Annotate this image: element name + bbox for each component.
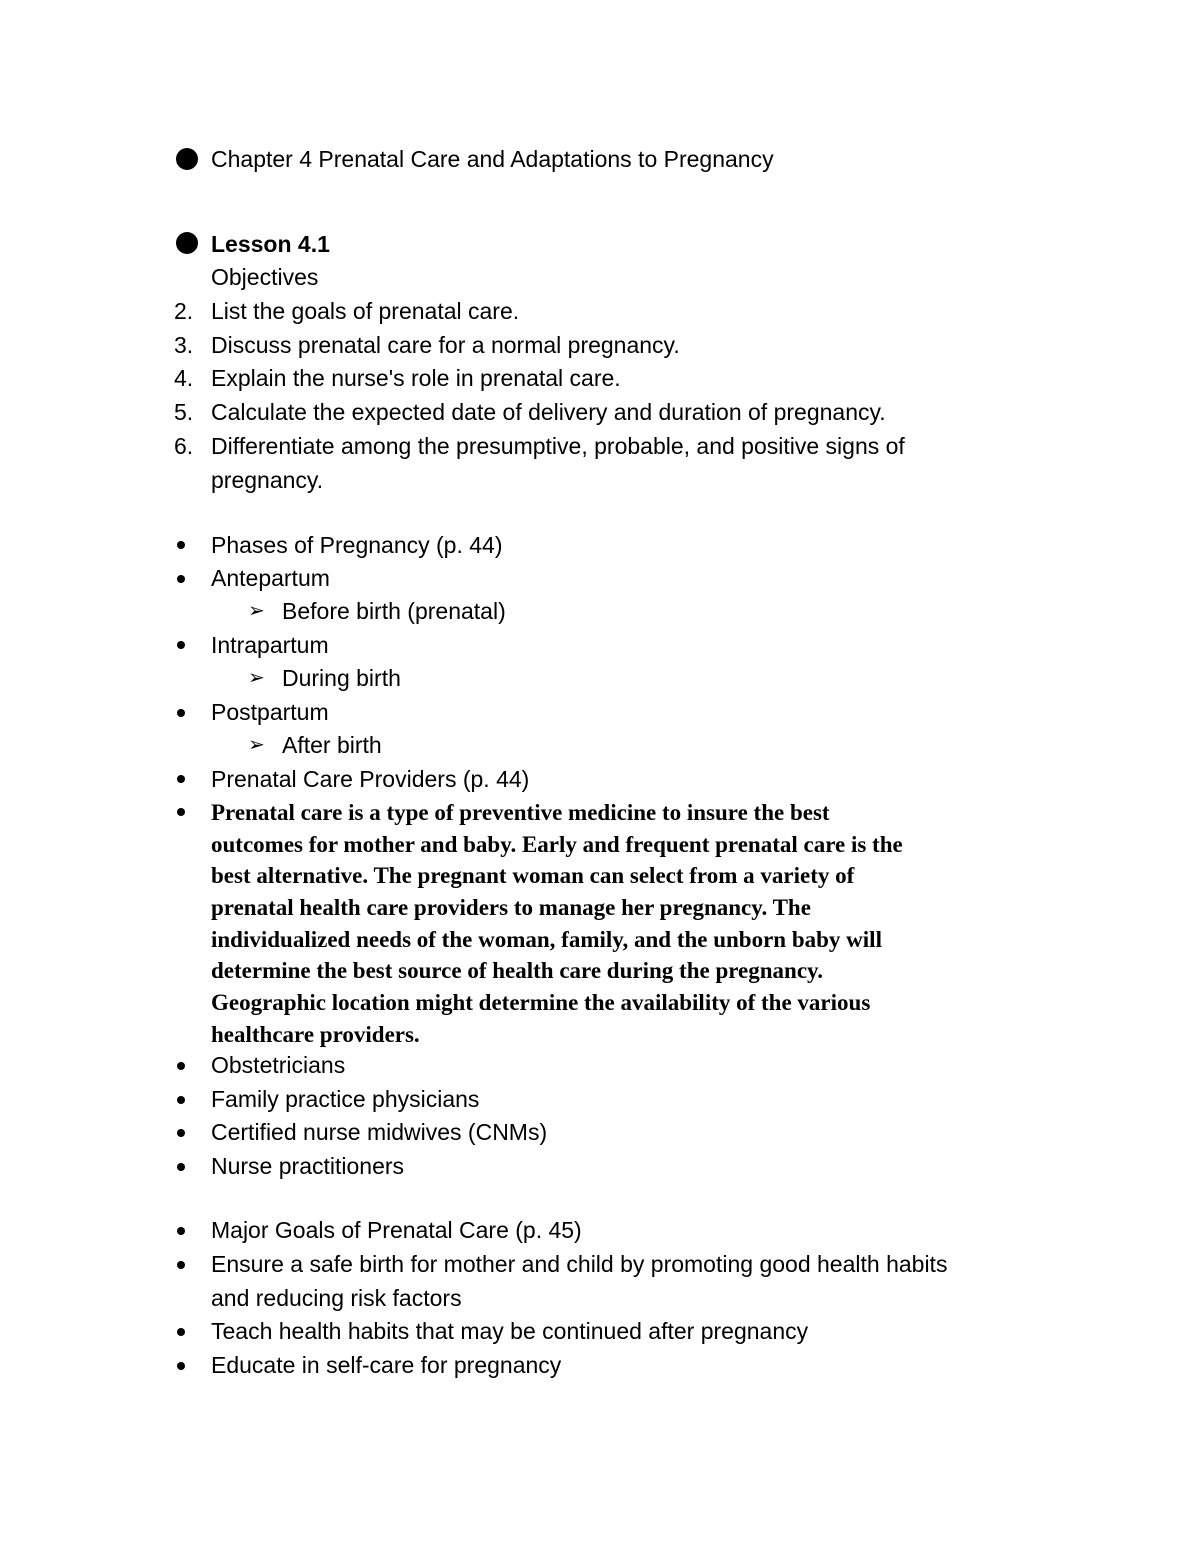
bullet-icon [177, 1261, 185, 1269]
goal-item: Ensure a safe birth for mother and child by promoting good health habits [211, 1251, 948, 1277]
bullet-icon [177, 1328, 185, 1336]
phase-antepartum: Antepartum [211, 565, 330, 591]
bullet-icon [177, 1227, 185, 1235]
objective-item-continuation: pregnancy. [211, 467, 324, 493]
phase-intrapartum-detail: During birth [282, 665, 401, 691]
bullet-icon [177, 1129, 185, 1137]
objective-number: 2. [174, 298, 194, 324]
bullet-icon [177, 641, 185, 649]
provider-item: Certified nurse midwives (CNMs) [211, 1119, 548, 1145]
arrow-bullet-icon: ➢ [248, 667, 265, 689]
chapter-title: Chapter 4 Prenatal Care and Adaptations to Pregnancy [211, 146, 774, 172]
objective-number: 6. [174, 433, 194, 459]
phase-intrapartum: Intrapartum [211, 632, 329, 658]
providers-heading: Prenatal Care Providers (p. 44) [211, 766, 530, 792]
phase-postpartum-detail: After birth [282, 732, 382, 758]
provider-item: Nurse practitioners [211, 1153, 405, 1179]
goal-item: Educate in self-care for pregnancy [211, 1352, 562, 1378]
providers-paragraph-line: Geographic location might determine the availability of the various [211, 990, 871, 1015]
objective-number: 5. [174, 399, 194, 425]
phase-postpartum: Postpartum [211, 699, 329, 725]
lesson-title: Lesson 4.1 [211, 231, 330, 257]
objective-item: Explain the nurse's role in prenatal care. [211, 365, 621, 391]
providers-paragraph-line: best alternative. The pregnant woman can select from a variety of [211, 863, 855, 888]
bullet-icon [177, 709, 185, 717]
providers-paragraph-line: outcomes for mother and baby. Early and frequent prenatal care is the [211, 832, 903, 857]
provider-item: Family practice physicians [211, 1086, 480, 1112]
providers-paragraph-line: determine the best source of health care during the pregnancy. [211, 958, 824, 983]
bullet-icon [177, 1362, 185, 1370]
large-bullet-icon [176, 148, 198, 170]
bullet-icon [177, 808, 185, 816]
objective-item: List the goals of prenatal care. [211, 298, 520, 324]
bullet-icon [177, 575, 185, 583]
phases-heading: Phases of Pregnancy (p. 44) [211, 532, 503, 558]
phase-antepartum-detail: Before birth (prenatal) [282, 598, 506, 624]
bullet-icon [177, 1062, 185, 1070]
providers-paragraph-line: prenatal health care providers to manage her pregnancy. The [211, 895, 811, 920]
bullet-icon [177, 541, 185, 549]
bullet-icon [177, 1163, 185, 1171]
goals-heading: Major Goals of Prenatal Care (p. 45) [211, 1217, 582, 1243]
provider-item: Obstetricians [211, 1052, 346, 1078]
providers-paragraph-line: individualized needs of the woman, family, and the unborn baby will [211, 927, 882, 952]
objectives-label: Objectives [211, 264, 319, 290]
objective-item: Discuss prenatal care for a normal pregnancy. [211, 332, 680, 358]
arrow-bullet-icon: ➢ [248, 734, 265, 756]
providers-paragraph-line: healthcare providers. [211, 1022, 420, 1047]
objective-number: 3. [174, 332, 194, 358]
objective-number: 4. [174, 365, 194, 391]
large-bullet-icon [176, 232, 198, 254]
goal-item: Teach health habits that may be continued after pregnancy [211, 1318, 809, 1344]
arrow-bullet-icon: ➢ [248, 600, 265, 622]
objective-item: Differentiate among the presumptive, probable, and positive signs of [211, 433, 905, 459]
providers-paragraph-line: Prenatal care is a type of preventive medicine to insure the best [211, 800, 830, 825]
bullet-icon [177, 775, 185, 783]
objective-item: Calculate the expected date of delivery and duration of pregnancy. [211, 399, 886, 425]
bullet-icon [177, 1096, 185, 1104]
goal-item-continuation: and reducing risk factors [211, 1285, 462, 1311]
